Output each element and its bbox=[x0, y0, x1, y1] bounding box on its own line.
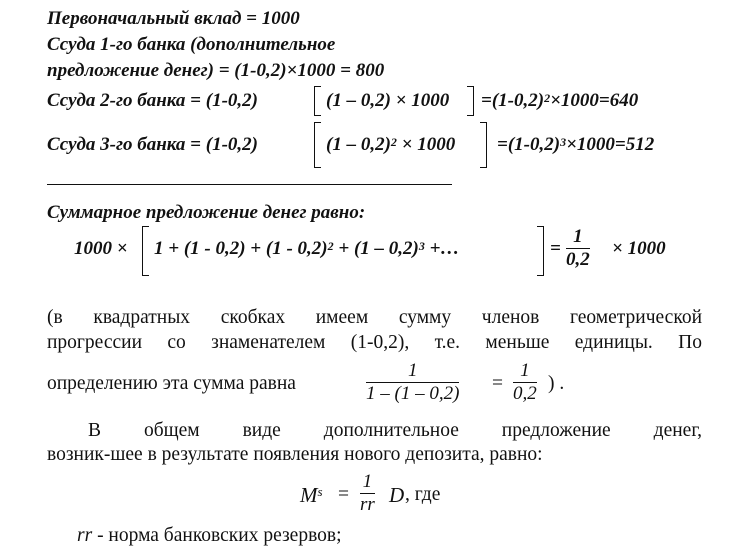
bank2-bracket-content: (1 – 0,2) × 1000 bbox=[326, 90, 450, 111]
money-supply-symbol: $M^s$ bbox=[300, 483, 323, 507]
right-bracket bbox=[467, 86, 474, 116]
sum-fraction-denominator: 1 – (1 – 0,2) bbox=[366, 383, 460, 404]
bank1-loan-line-cont: предложение денег) = (1-0,2)×1000 = 800 bbox=[47, 60, 385, 81]
paragraph1-line1: (в квадратных скобках имеем сумму членов геометрической bbox=[47, 307, 702, 328]
series-fraction bbox=[566, 226, 590, 271]
paragraph1-line3: определению эта сумма равна bbox=[47, 373, 296, 394]
initial-deposit-line: Первоначальный вклад = 1000 bbox=[47, 8, 300, 29]
bank2-result: $=(1-0,2)^2\times 1000=640$ bbox=[481, 90, 639, 111]
right-bracket bbox=[480, 122, 487, 168]
series-multiplier: 1000 × bbox=[74, 238, 128, 259]
bank1-loan-line: Ссуда 1-го банка (дополнительное bbox=[47, 34, 336, 55]
paragraph2-line2: возник-шее в результате появления нового депозита, равно: bbox=[47, 444, 543, 465]
series-fraction-denominator: 0,2 bbox=[566, 249, 590, 270]
series-fraction-numerator: 1 bbox=[566, 226, 590, 249]
bank3-result: $=(1-0,2)^3\times 1000=512$ bbox=[497, 134, 655, 155]
formula-tail: , где bbox=[405, 484, 441, 505]
total-money-heading: Суммарное предложение денег равно: bbox=[47, 202, 366, 223]
reserve-ratio-definition: rr - норма банковских резервов; bbox=[77, 525, 342, 546]
sum-equals: = bbox=[492, 373, 503, 394]
left-bracket bbox=[314, 122, 321, 168]
reserve-fraction-denominator: rr bbox=[360, 494, 375, 515]
reserve-fraction bbox=[360, 471, 375, 516]
left-bracket bbox=[142, 226, 149, 276]
series-terms: 1 + (1 - 0,2) + (1 - 0,2)$^2$ + (1 – 0,2)$^3$ +… bbox=[154, 238, 460, 259]
series-equals: = bbox=[550, 238, 561, 259]
sum-result-numerator: 1 bbox=[513, 360, 537, 383]
left-bracket bbox=[314, 86, 321, 116]
formula-equals: = bbox=[338, 484, 349, 505]
bank2-loan-label: Ссуда 2-го банка = (1-0,2) bbox=[47, 90, 258, 111]
sum-result-denominator: 0,2 bbox=[513, 383, 537, 404]
paragraph2-line1: В общем виде дополнительное предложение денег, bbox=[88, 420, 702, 441]
bank3-loan-label: Ссуда 3-го банка = (1-0,2) bbox=[47, 134, 258, 155]
paragraph1-line2: прогрессии со знаменателем (1-0,2), т.е. меньше единицы. По bbox=[47, 332, 702, 353]
separator-line bbox=[47, 184, 452, 185]
sum-fraction-numerator: 1 bbox=[366, 360, 459, 383]
series-tail: × 1000 bbox=[612, 238, 666, 259]
reserve-fraction-numerator: 1 bbox=[360, 471, 375, 494]
deposit-symbol: D bbox=[389, 483, 405, 507]
right-bracket bbox=[537, 226, 544, 276]
sum-fraction bbox=[366, 360, 459, 405]
bank3-bracket-content: (1 – 0,2)$^2$ × 1000 bbox=[326, 134, 456, 155]
paragraph1-tail: ) . bbox=[548, 373, 565, 394]
sum-result-fraction bbox=[513, 360, 537, 405]
